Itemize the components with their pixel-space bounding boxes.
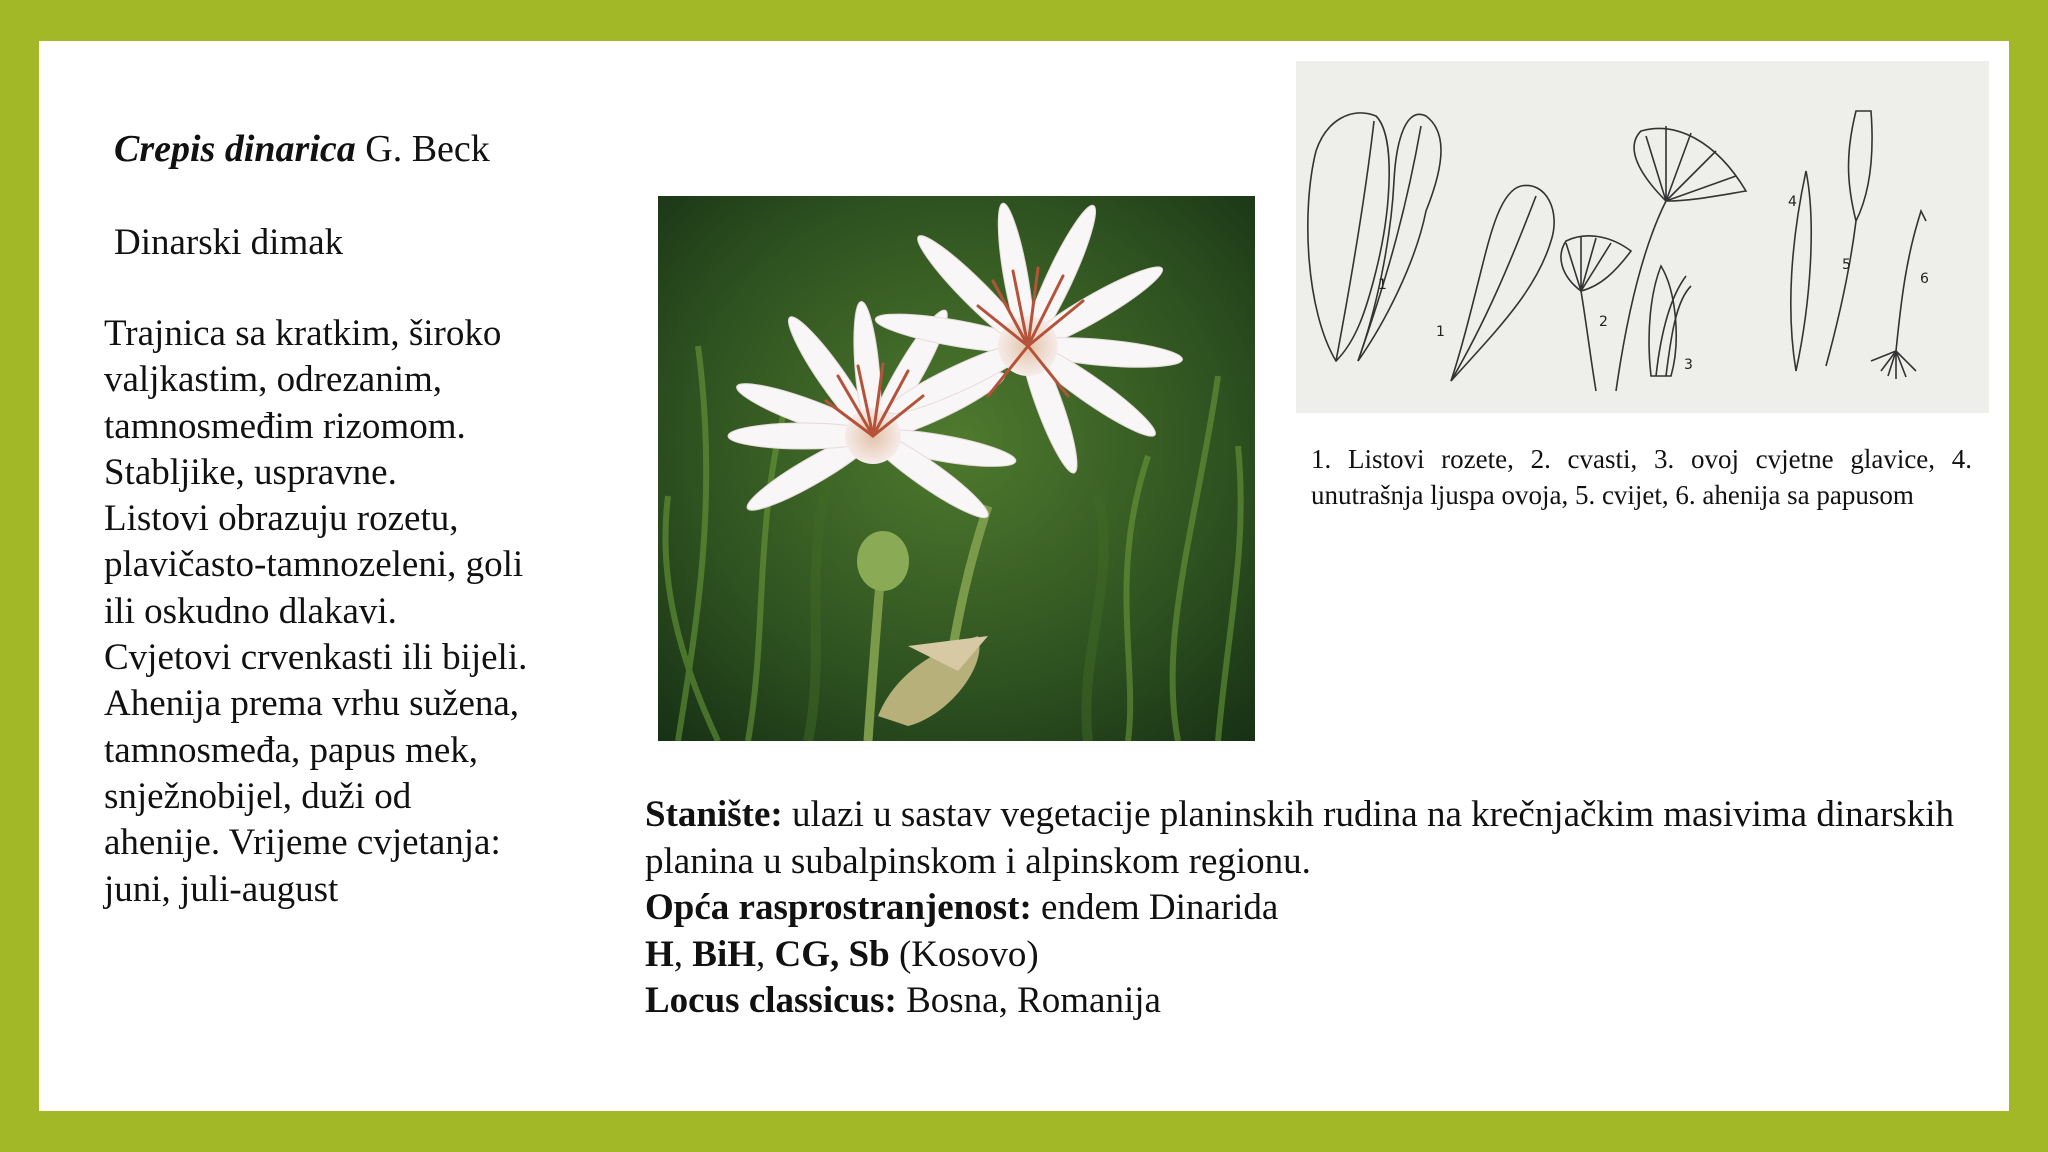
country-bih: BiH [692, 933, 757, 975]
flower-photo [658, 196, 1255, 741]
description-line: tamnosmeđa, papus mek, [104, 729, 479, 771]
countries-line [645, 932, 1985, 979]
distribution-label: Opća rasprostranjenost: [645, 887, 1032, 928]
distribution-text: endem Dinarida [1031, 887, 1279, 928]
locus-text: Bosna, Romanija [896, 980, 1161, 1021]
drawing-label-1a: 1 [1378, 277, 1387, 293]
description-line: Trajnica sa kratkim, široko [104, 313, 502, 354]
description-line: tamnosmeđim rizomom. [104, 405, 466, 447]
country-sep-1: , [673, 933, 693, 975]
species-description [104, 311, 644, 913]
botanical-drawing [1296, 61, 1989, 413]
drawing-label-2: 2 [1599, 314, 1608, 330]
country-h: H [645, 933, 674, 975]
description-line: plavičasto-tamnozeleni, goli [104, 544, 524, 586]
species-name: Crepis dinarica [114, 128, 356, 170]
habitat-label: Stanište: [645, 794, 783, 835]
species-author: G. Beck [365, 128, 490, 170]
country-kosovo: (Kosovo) [889, 933, 1039, 975]
habitat-paragraph [645, 792, 1985, 885]
locus-line [645, 978, 1985, 1025]
description-line: juni, juli-august [104, 868, 339, 910]
drawing-label-4: 4 [1788, 194, 1797, 210]
description-line: Cvjetovi crvenkasti ili bijeli. [104, 637, 528, 679]
drawing-label-3: 3 [1684, 357, 1693, 373]
description-line: ili oskudno dlakavi. [104, 590, 397, 632]
description-line: Stabljike, uspravne. [104, 451, 397, 493]
description-line: Listovi obrazuju rozetu, [104, 498, 459, 540]
botanical-drawing-image [1296, 61, 1989, 413]
drawing-label-6: 6 [1920, 271, 1929, 287]
species-title [114, 127, 490, 171]
locus-label: Locus classicus: [645, 980, 897, 1021]
description-line: snježnobijel, duži od [104, 775, 412, 817]
drawing-label-1b: 1 [1436, 324, 1445, 340]
flower-photo-image [658, 196, 1255, 741]
country-sep-2: , [756, 933, 775, 975]
habitat-section [645, 792, 1985, 1025]
description-line: ahenije. Vrijeme cvjetanja: [104, 822, 501, 864]
description-line: valjkastim, odrezanim, [104, 359, 443, 401]
common-name: Dinarski dimak [114, 222, 344, 263]
slide [39, 41, 2009, 1111]
drawing-caption: 1. Listovi rozete, 2. cvasti, 3. ovoj cvjetne glavice, 4. unutrašnja ljuspa ovoja, 5. cvijet, 6. ahenija sa papusom [1311, 444, 1972, 510]
description-line: Ahenija prema vrhu sužena, [104, 683, 520, 725]
habitat-text: ulazi u sastav vegetacije planinskih rudina na krečnjačkim masivima dinarskih planina u subalpinskom i alpinskom regionu. [645, 794, 1955, 882]
country-cg-sb: CG, Sb [774, 933, 890, 975]
distribution-line [645, 885, 1985, 932]
drawing-label-5: 5 [1842, 257, 1851, 273]
